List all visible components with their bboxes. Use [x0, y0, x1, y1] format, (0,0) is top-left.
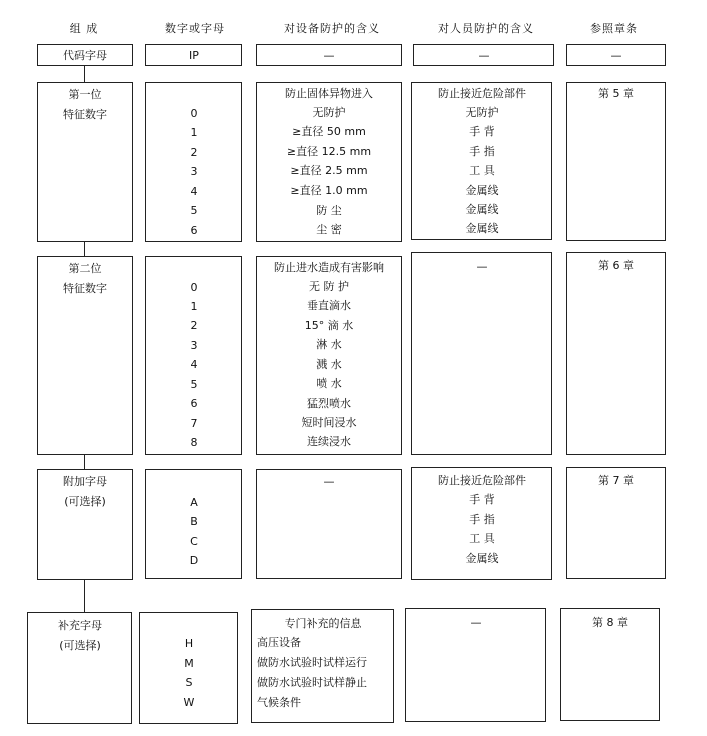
equipment-item: 无防护 [312, 106, 346, 119]
person-title: 防止接近危险部件 [438, 474, 526, 487]
digit: 3 [190, 339, 198, 352]
code-reference-cell [566, 44, 666, 66]
equipment-item: 15° 滴 水 [304, 319, 354, 332]
digit: 4 [190, 185, 198, 198]
equipment-item: 短时间浸水 [301, 416, 357, 429]
connector-line [84, 242, 85, 256]
dash: — [478, 49, 490, 62]
second-digit-values-cell [145, 256, 242, 455]
code-person-cell [413, 44, 554, 66]
letter: A [190, 496, 198, 509]
code-equipment-cell [256, 44, 402, 66]
person-item: 手 指 [469, 145, 495, 158]
letter: W [183, 696, 195, 709]
supplementary-letter-label-1: 补充字母 [58, 619, 102, 632]
person-item: 手 背 [469, 493, 495, 506]
digit: 7 [190, 417, 198, 430]
digit: 2 [190, 319, 198, 332]
supplementary-letter-label-cell [27, 612, 132, 724]
letter: M [184, 657, 194, 670]
equipment-item: 垂直滴水 [307, 299, 351, 312]
equipment-title: 防止固体异物进入 [285, 87, 373, 100]
digit: 1 [190, 300, 198, 313]
header-component: 组 成 [69, 22, 99, 35]
additional-letter-reference-cell [566, 467, 666, 579]
equipment-item: 做防水试验时试样运行 [257, 656, 367, 669]
dash: — [470, 616, 482, 629]
dash: — [610, 49, 622, 62]
first-digit-equipment-cell [256, 82, 402, 242]
person-item: 手 背 [469, 125, 495, 138]
second-digit-person-cell [411, 252, 552, 455]
letter: S [185, 676, 193, 689]
letter: C [190, 535, 198, 548]
letter: H [184, 637, 194, 650]
first-digit-label-2: 特征数字 [63, 108, 107, 121]
digit: 6 [190, 397, 198, 410]
code-value: IP [189, 49, 199, 62]
equipment-item: 无 防 护 [309, 280, 349, 293]
additional-letter-person-cell [411, 467, 552, 580]
equipment-item: 连续浸水 [307, 435, 351, 448]
supplementary-letter-label-2: (可选择) [59, 639, 101, 652]
digit: 0 [190, 107, 198, 120]
reference-text: 第 5 章 [598, 87, 634, 100]
person-item: 金属线 [465, 184, 499, 197]
digit: 1 [190, 126, 198, 139]
connector-line [84, 66, 85, 82]
header-digits-letters: 数字或字母 [165, 22, 225, 35]
reference-text: 第 7 章 [598, 474, 634, 487]
equipment-item: 做防水试验时试样静止 [257, 676, 367, 689]
second-digit-label-cell [37, 256, 133, 455]
reference-text: 第 8 章 [592, 616, 628, 629]
letter: D [189, 554, 199, 567]
equipment-item: 淋 水 [316, 338, 342, 351]
reference-text: 第 6 章 [598, 259, 634, 272]
dash: — [323, 49, 335, 62]
letter: B [190, 515, 198, 528]
second-digit-label-2: 特征数字 [63, 282, 107, 295]
digit: 8 [190, 436, 198, 449]
digit: 5 [190, 378, 198, 391]
equipment-title: 专门补充的信息 [284, 617, 362, 630]
person-item: 金属线 [465, 203, 499, 216]
equipment-item: 防 尘 [316, 204, 342, 217]
equipment-item: ≥直径 50 mm [292, 125, 366, 138]
supplementary-letter-person-cell [405, 608, 546, 722]
equipment-item: 猛烈喷水 [307, 397, 351, 410]
additional-letter-equipment-cell [256, 469, 402, 579]
person-item: 工 具 [469, 164, 495, 177]
equipment-item: 喷 水 [316, 377, 342, 390]
code-letter-label: 代码字母 [63, 49, 107, 62]
connector-line [84, 455, 85, 469]
supplementary-letter-values-cell [139, 612, 238, 724]
header-equipment-meaning: 对设备防护的含义 [284, 22, 380, 35]
equipment-item: 高压设备 [257, 636, 301, 649]
first-digit-label-cell [37, 82, 133, 242]
digit: 3 [190, 165, 198, 178]
equipment-title: 防止进水造成有害影响 [274, 261, 384, 274]
additional-letter-label-cell [37, 469, 133, 580]
person-item: 工 具 [469, 532, 495, 545]
supplementary-letter-reference-cell [560, 608, 660, 721]
code-letter-cell [37, 44, 133, 66]
additional-letter-label-2: (可选择) [64, 495, 106, 508]
code-value-cell [145, 44, 242, 66]
supplementary-letter-equipment-cell [251, 609, 394, 723]
person-item: 手 指 [469, 513, 495, 526]
first-digit-values-cell [145, 82, 242, 242]
second-digit-reference-cell [566, 252, 666, 455]
digit: 0 [190, 281, 198, 294]
equipment-item: ≥直径 1.0 mm [290, 184, 368, 197]
person-title: 防止接近危险部件 [438, 87, 526, 100]
connector-line [84, 580, 85, 612]
additional-letter-label-1: 附加字母 [63, 475, 107, 488]
equipment-item: 气候条件 [257, 696, 301, 709]
person-item: 无防护 [465, 106, 499, 119]
equipment-item: 溅 水 [316, 358, 342, 371]
first-digit-label-1: 第一位 [68, 88, 102, 101]
header-person-meaning: 对人员防护的含义 [438, 22, 534, 35]
person-item: 金属线 [465, 222, 499, 235]
digit: 5 [190, 204, 198, 217]
equipment-item: ≥直径 12.5 mm [286, 145, 372, 158]
equipment-item: 尘 密 [316, 223, 342, 236]
digit: 6 [190, 224, 198, 237]
person-item: 金属线 [465, 552, 499, 565]
first-digit-reference-cell [566, 82, 666, 241]
second-digit-label-1: 第二位 [68, 262, 102, 275]
digit: 4 [190, 358, 198, 371]
additional-letter-values-cell [145, 469, 242, 579]
header-reference: 参照章条 [590, 22, 638, 35]
second-digit-equipment-cell [256, 256, 402, 455]
first-digit-person-cell [411, 82, 552, 240]
dash: — [323, 475, 335, 488]
digit: 2 [190, 146, 198, 159]
dash: — [476, 260, 488, 273]
equipment-item: ≥直径 2.5 mm [290, 164, 368, 177]
